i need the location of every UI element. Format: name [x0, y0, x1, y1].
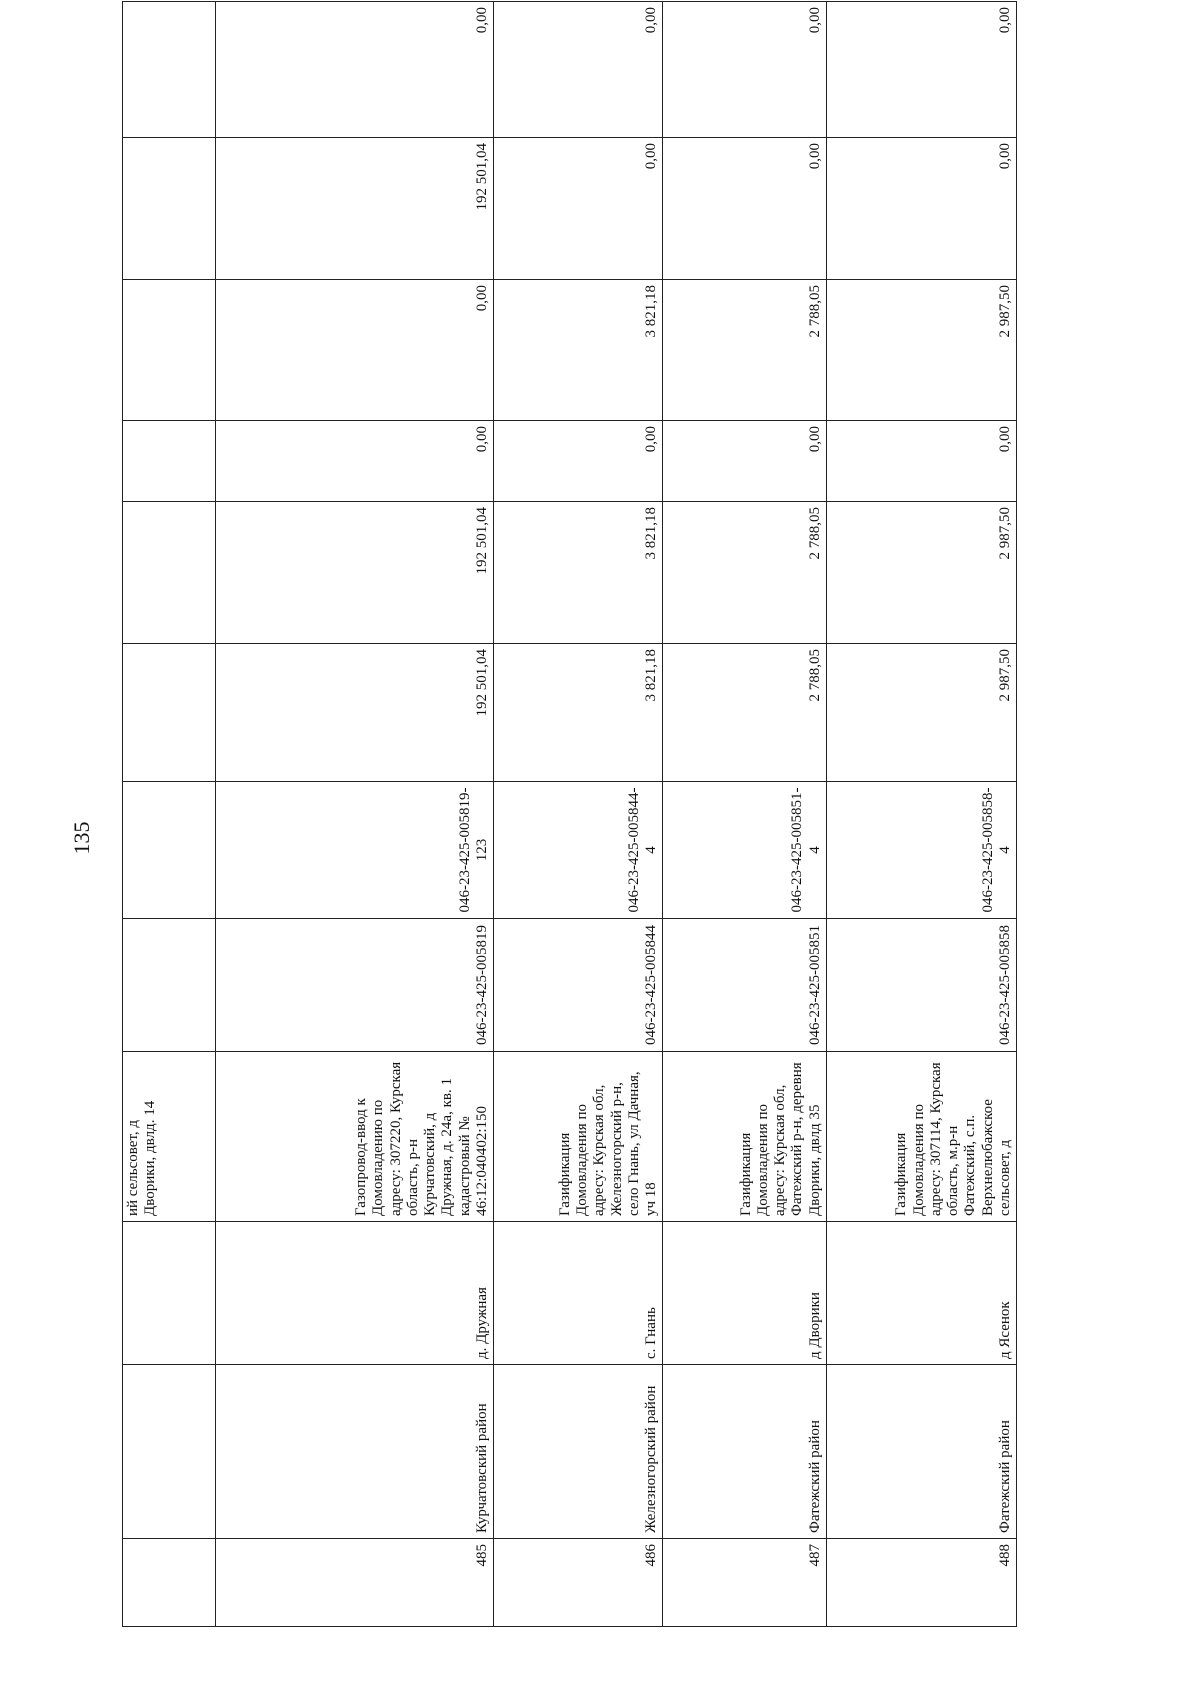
cell-amount-3	[123, 421, 216, 502]
cell-amount-6: 0,00	[216, 2, 494, 138]
cell-amount-4: 3 821,18	[494, 280, 663, 421]
cell-district: Курчатовский район	[216, 1365, 494, 1539]
data-table	[122, 1, 1017, 1627]
cell-locality: д. Дружная	[216, 1222, 494, 1365]
cell-amount-1	[123, 644, 216, 782]
cell-code: 046-23-425-005844	[494, 919, 663, 1052]
cell-amount-5: 0,00	[663, 138, 827, 280]
cell-amount-6: 0,00	[494, 2, 663, 138]
cell-id: 485	[216, 1539, 494, 1627]
rotated-table-container	[122, 7, 1017, 1627]
cell-description: Газификация Домовладения по адресу: 307114, Курская область, м.р-н Фатежский, с.п. Верхнелюбажское сельсовет, д	[826, 1052, 1016, 1222]
table-row	[216, 2, 494, 1627]
cell-code-full: 046-23-425-005858-4	[826, 782, 1016, 919]
cell-amount-3: 0,00	[663, 421, 827, 502]
cell-amount-5: 0,00	[494, 138, 663, 280]
cell-id: 488	[826, 1539, 1016, 1627]
cell-code	[123, 919, 216, 1052]
page-number: 135	[69, 821, 94, 855]
cell-amount-6	[123, 2, 216, 138]
cell-district: Железногорский район	[494, 1365, 663, 1539]
cell-locality: д Ясенок	[826, 1222, 1016, 1365]
cell-description: Газификация Домовладения по адресу: Курская обл, Железногорский р-н, село Гнань, ул Дачная, уч 18	[494, 1052, 663, 1222]
cell-amount-5	[123, 138, 216, 280]
cell-code-full	[123, 782, 216, 919]
cell-amount-3: 0,00	[216, 421, 494, 502]
cell-id	[123, 1539, 216, 1627]
cell-amount-2: 2 987,50	[826, 502, 1016, 644]
cell-amount-3: 0,00	[494, 421, 663, 502]
cell-description: ий сельсовет, д Дворики, двлд. 14	[123, 1052, 216, 1222]
cell-locality: д Дворики	[663, 1222, 827, 1365]
cell-amount-1: 192 501,04	[216, 644, 494, 782]
cell-id: 487	[663, 1539, 827, 1627]
cell-code: 046-23-425-005851	[663, 919, 827, 1052]
cell-amount-4	[123, 280, 216, 421]
cell-amount-4: 2 987,50	[826, 280, 1016, 421]
cell-code-full: 046-23-425-005844-4	[494, 782, 663, 919]
table-row	[494, 2, 663, 1627]
cell-district: Фатежский район	[663, 1365, 827, 1539]
cell-locality	[123, 1222, 216, 1365]
cell-amount-2	[123, 502, 216, 644]
table-row	[826, 2, 1016, 1627]
cell-id: 486	[494, 1539, 663, 1627]
cell-district	[123, 1365, 216, 1539]
cell-code-full: 046-23-425-005851-4	[663, 782, 827, 919]
cell-amount-4: 2 788,05	[663, 280, 827, 421]
cell-description: Газопровод-ввод к Домовладению по адресу: 307220, Курская область, р-н Курчатовский, д Дружная, д. 24а, кв. 1 кадастровый № 46:12:040402:150	[216, 1052, 494, 1222]
cell-district: Фатежский район	[826, 1365, 1016, 1539]
cell-amount-1: 3 821,18	[494, 644, 663, 782]
cell-amount-2: 3 821,18	[494, 502, 663, 644]
cell-amount-3: 0,00	[826, 421, 1016, 502]
cell-code-full: 046-23-425-005819-123	[216, 782, 494, 919]
cell-amount-4: 0,00	[216, 280, 494, 421]
table-row	[123, 2, 216, 1627]
cell-description: Газификация Домовладения по адресу: Курская обл, Фатежский р-н, деревня Дворики, двлд 35	[663, 1052, 827, 1222]
cell-code: 046-23-425-005819	[216, 919, 494, 1052]
cell-amount-1: 2 788,05	[663, 644, 827, 782]
cell-amount-5: 0,00	[826, 138, 1016, 280]
cell-amount-2: 192 501,04	[216, 502, 494, 644]
table-row	[663, 2, 827, 1627]
cell-code: 046-23-425-005858	[826, 919, 1016, 1052]
cell-locality: с. Гнань	[494, 1222, 663, 1365]
cell-amount-2: 2 788,05	[663, 502, 827, 644]
cell-amount-5: 192 501,04	[216, 138, 494, 280]
cell-amount-1: 2 987,50	[826, 644, 1016, 782]
cell-amount-6: 0,00	[826, 2, 1016, 138]
cell-amount-6: 0,00	[663, 2, 827, 138]
